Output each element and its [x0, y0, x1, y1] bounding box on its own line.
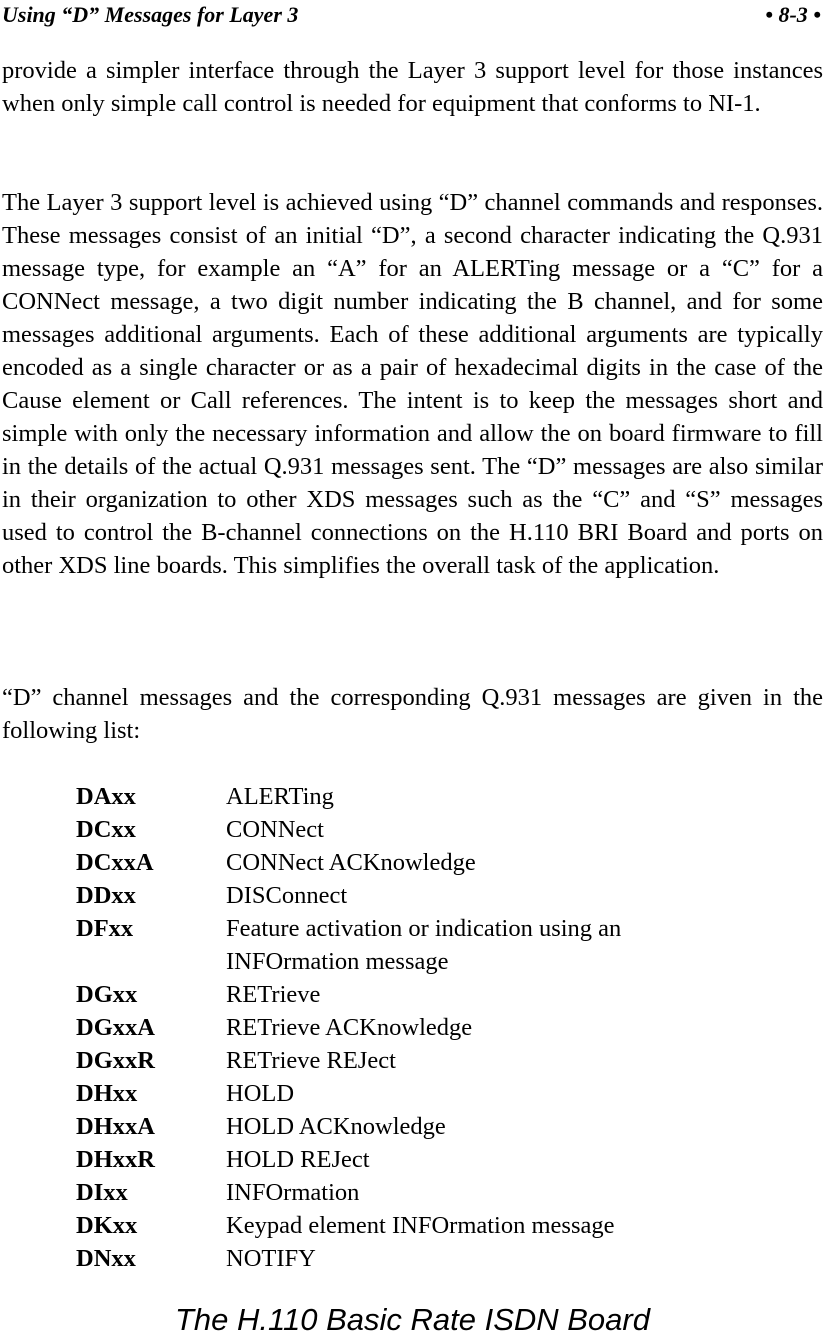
list-item [76, 879, 816, 912]
message-description: CONNect [226, 816, 324, 843]
page-number: • 8-3 • [765, 2, 821, 27]
message-list [76, 780, 816, 1275]
message-code: DCxx [76, 816, 136, 843]
message-description: NOTIFY [226, 1245, 316, 1272]
message-description: ALERTing [226, 783, 334, 810]
list-item [76, 978, 816, 1011]
message-code: DFxx [76, 915, 134, 942]
list-item [76, 1143, 816, 1176]
message-code: DKxx [76, 1212, 138, 1239]
page-header [2, 2, 821, 32]
message-description: INFOrmation [226, 1179, 360, 1206]
message-code: DAxx [76, 783, 136, 810]
list-item [76, 1110, 816, 1143]
message-description: Feature activation or indication using an INFOrmation message [226, 915, 622, 975]
paragraph-text: “D” channel messages and the corresponding Q.931 messages are given in the following list: [2, 684, 823, 744]
list-item [76, 1176, 816, 1209]
message-code: DCxxA [76, 849, 154, 876]
page-footer: The H.110 Basic Rate ISDN Board [175, 1302, 650, 1337]
message-code: DHxxR [76, 1146, 155, 1173]
message-description: HOLD REJect [226, 1146, 370, 1173]
list-item [76, 1044, 816, 1077]
list-item [76, 780, 816, 813]
list-item [76, 1242, 816, 1275]
message-description: DISConnect [226, 882, 348, 909]
list-item [76, 813, 816, 846]
paragraph-text: The Layer 3 support level is achieved using “D” channel commands and responses. These messages consist of an initial “D”, a second character indicating the Q.931 message type, for example an “A” for an ALERTing message or a “C” for a CONNect message, a two digit number indicating the B channel, and for some messages additional arguments. Each of these additional arguments are typically encoded as a single character or as a pair of hexadecimal digits in the case of the Cause element or Call references. The intent is to keep the messages short and simple with only the necessary information and allow the on board firmware to fill in the details of the actual Q.931 messages sent. The “D” messages are also similar in their organization to other XDS messages such as the “C” and “S” messages used to control the B-channel connections on the H.110 BRI Board and ports on other XDS line boards. This simplifies the overall task of the application. [2, 189, 823, 579]
message-description: HOLD [226, 1080, 295, 1107]
paragraph-intro [2, 54, 823, 120]
list-item [76, 1209, 816, 1242]
paragraph-text: provide a simpler interface through the Layer 3 support level for those instances when only simple call control is needed for equipment that conforms to NI-1. [2, 57, 823, 117]
list-item [76, 912, 816, 978]
message-description: Keypad element INFOrmation message [226, 1212, 615, 1239]
message-description: CONNect ACKnowledge [226, 849, 476, 876]
list-item [76, 1077, 816, 1110]
message-description: RETrieve REJect [226, 1047, 396, 1074]
message-code: DIxx [76, 1179, 128, 1206]
message-description: HOLD ACKnowledge [226, 1113, 446, 1140]
list-item [76, 846, 816, 879]
message-code: DHxxA [76, 1113, 155, 1140]
message-code: DGxxR [76, 1047, 155, 1074]
message-code: DDxx [76, 882, 136, 909]
message-description: RETrieve ACKnowledge [226, 1014, 473, 1041]
message-code: DGxx [76, 981, 138, 1008]
paragraph-layer3 [2, 186, 823, 582]
message-code: DGxxA [76, 1014, 155, 1041]
message-description: RETrieve [226, 981, 321, 1008]
section-title: Using “D” Messages for Layer 3 [2, 2, 299, 27]
message-code: DHxx [76, 1080, 138, 1107]
paragraph-list-intro [2, 681, 823, 747]
message-code: DNxx [76, 1245, 136, 1272]
list-item [76, 1011, 816, 1044]
